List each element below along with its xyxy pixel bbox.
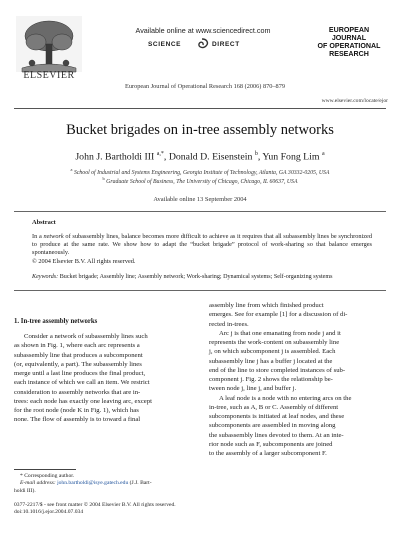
body-line	[209, 449, 386, 458]
affiliation	[14, 167, 386, 176]
email-tail: (J.J. Bart-	[128, 480, 152, 487]
abstract-text-part: of subassembly lines, balance becomes more difficult to achieve as it requires that all subassembly lines be synchronized to produce at the same rate. We show how to adapt the “bucket brigade” protocol of work-sharing so that balance emerges spontaneously.	[32, 233, 372, 257]
body-line-text: trees: each node has exactly one leaving arc, except	[14, 397, 152, 405]
body-line	[14, 351, 190, 360]
author-name: Yun Fong Lim	[262, 151, 320, 163]
issn-line: 0377-2217/$ - see front matter © 2004 Elsevier B.V. All rights reserved.	[14, 502, 176, 508]
body-line	[209, 384, 386, 393]
affiliation-text: School of Industrial and Systems Engineering, Georgia Institute of Technology, Atlanta, GA 30332-0205, USA	[73, 169, 330, 176]
body-line-text: the subassembly lines devoted to them. At an inte-	[209, 431, 344, 439]
journal-name	[312, 26, 386, 58]
body-line	[209, 403, 386, 412]
body-line	[209, 320, 386, 329]
body-line-text: Consider a network of subassembly lines such	[24, 333, 148, 340]
body-line	[209, 329, 386, 338]
body-line-text: in-tree, such as A, B or C. Assembly of different	[209, 403, 339, 411]
body-line-text: assembly line from which finished product	[209, 302, 324, 309]
body-line-text: subassembly line that produces a subcomponent	[14, 351, 143, 359]
doi-line[interactable]: doi:10.1016/j.ejor.2004.07.034	[14, 509, 84, 516]
body-line-text: represents the work-content on subassembly line	[209, 339, 340, 346]
journal-citation: European Journal of Operational Research 168 (2006) 870–879	[125, 83, 285, 90]
author-name: Donald D. Eisenstein	[168, 151, 253, 163]
abstract-text	[32, 233, 372, 258]
body-line-text: rected in-trees.	[209, 320, 249, 328]
front-matter-info	[14, 502, 386, 517]
available-online-note: Available online at www.sciencedirect.com	[135, 26, 271, 35]
body-line-text: each instance of which we call an item. We restrict	[14, 379, 150, 387]
sciencedirect-logo	[146, 38, 260, 52]
sciencedirect-left-word: SCIENCE	[148, 41, 182, 48]
body-line	[209, 347, 386, 356]
journal-name-line: JOURNAL	[331, 34, 367, 43]
abstract-copyright: © 2004 Elsevier B.V. All rights reserved.	[32, 258, 136, 265]
body-line	[14, 360, 190, 369]
keywords-list: Bucket brigade; Assembly line; Assembly network; Work-sharing; Dynamical systems; Self-organizing systems	[58, 274, 333, 280]
abstract-text-italic: network	[43, 233, 64, 240]
body-line-text: A leaf node is a node with no entering arcs on the	[219, 394, 352, 402]
journal-name-line: OF OPERATIONAL	[317, 42, 381, 51]
body-line	[14, 388, 190, 397]
affiliation-mark: a	[70, 167, 73, 172]
body-line-text: (or, equivalently, a part). The subassembly lines	[14, 360, 142, 368]
body-line-text: subassembly line j has a buffer j located at the	[209, 357, 333, 365]
journal-url[interactable]: www.elsevier.com/locate/ejor	[321, 98, 388, 104]
abstract-text-part: In a	[32, 233, 44, 240]
body-line-text: to the assembly of a larger subcomponent F.	[209, 450, 327, 457]
body-line	[14, 332, 190, 341]
body-line	[209, 310, 386, 319]
available-date: Available online 13 September 2004	[153, 196, 247, 203]
body-line-text: subcomponents is initiated at leaf nodes, and these	[209, 413, 345, 420]
keywords-label: Keywords:	[32, 274, 59, 280]
affiliation	[14, 176, 386, 185]
body-line	[209, 394, 386, 403]
body-line	[14, 378, 190, 387]
body-line	[14, 406, 190, 415]
body-line	[14, 397, 190, 406]
body-line	[14, 415, 190, 424]
body-line-text: consideration to assembly networks that are in-	[14, 388, 141, 396]
body-line-text: rior node such as F, subcomponents are joined	[209, 440, 333, 448]
email-link[interactable]: john.bartholdi@isye.gatech.edu	[55, 480, 129, 487]
body-line	[209, 357, 386, 366]
footnote	[14, 473, 190, 495]
author-marks[interactable]: b	[254, 151, 258, 157]
body-line-text: tween node j, line j, and buffer j.	[209, 385, 297, 393]
body-line	[209, 338, 386, 347]
right-column	[209, 301, 386, 458]
article-title: Bucket brigades on in-tree assembly networks	[66, 122, 334, 138]
footnote-divider	[14, 469, 76, 470]
footnote-email-line	[14, 480, 190, 487]
footnote-email-tail: holdi III).	[14, 487, 36, 494]
body-line-text: j, on which subcomponent j is assembled. Each	[209, 348, 336, 356]
body-line	[209, 431, 386, 440]
header-divider	[14, 108, 386, 109]
body-line-text: subcomponents are assembled in moving along	[209, 422, 336, 430]
body-line-text: none. The flow of assembly is to toward a final	[14, 416, 141, 424]
author-name: John J. Bartholdi III	[75, 151, 155, 163]
sciencedirect-right-word: DIRECT	[212, 41, 240, 48]
abstract-bottom-divider	[14, 290, 386, 291]
body-line-text: merge until a last line produces the final product,	[14, 370, 146, 377]
abstract-top-divider	[14, 211, 386, 212]
body-line	[14, 369, 190, 378]
body-line	[14, 341, 190, 350]
journal-name-line: RESEARCH	[329, 50, 369, 59]
body-line	[209, 375, 386, 384]
footnote-corresponding: * Corresponding author.	[20, 473, 75, 479]
affiliation-text: Graduate School of Business, The University of Chicago, Chicago, IL 60637, USA	[106, 178, 298, 185]
body-line	[209, 412, 386, 421]
section-heading: 1. In-tree assembly networks	[14, 318, 98, 325]
author-list: John J. Bartholdi III $^{a,*}$, Donald D. Eisenstein $^b$, Yun Fong Lim $^a$	[75, 151, 325, 163]
sciencedirect-swirl-icon	[194, 38, 210, 52]
body-line-text: end of the line to store completed instances of sub-	[209, 366, 346, 374]
body-line	[209, 301, 386, 310]
email-label: E-mail address:	[20, 480, 56, 487]
body-line-text: Arc j is that one emanating from node j and it	[219, 329, 341, 337]
publisher-name: ELSEVIER	[23, 70, 75, 81]
author-marks[interactable]: a,*	[156, 151, 164, 157]
body-line-text: for the root node (node K in Fig. 1), which has	[14, 407, 139, 414]
body-line-text: component j. Fig. 2 shows the relationship be-	[209, 376, 333, 383]
body-line	[209, 366, 386, 375]
affiliation-mark: b	[102, 176, 105, 181]
body-line	[209, 440, 386, 449]
keywords	[32, 274, 372, 280]
body-line-text: emerges. See for example [1] for a discussion of di-	[209, 311, 348, 319]
abstract-heading: Abstract	[32, 219, 56, 226]
author-marks[interactable]: a	[321, 151, 325, 157]
body-line	[209, 421, 386, 430]
left-column	[14, 332, 190, 425]
body-line-text: as shown in Fig. 1, where each arc represents a	[14, 342, 140, 350]
journal-name-line: EUROPEAN	[328, 26, 370, 34]
